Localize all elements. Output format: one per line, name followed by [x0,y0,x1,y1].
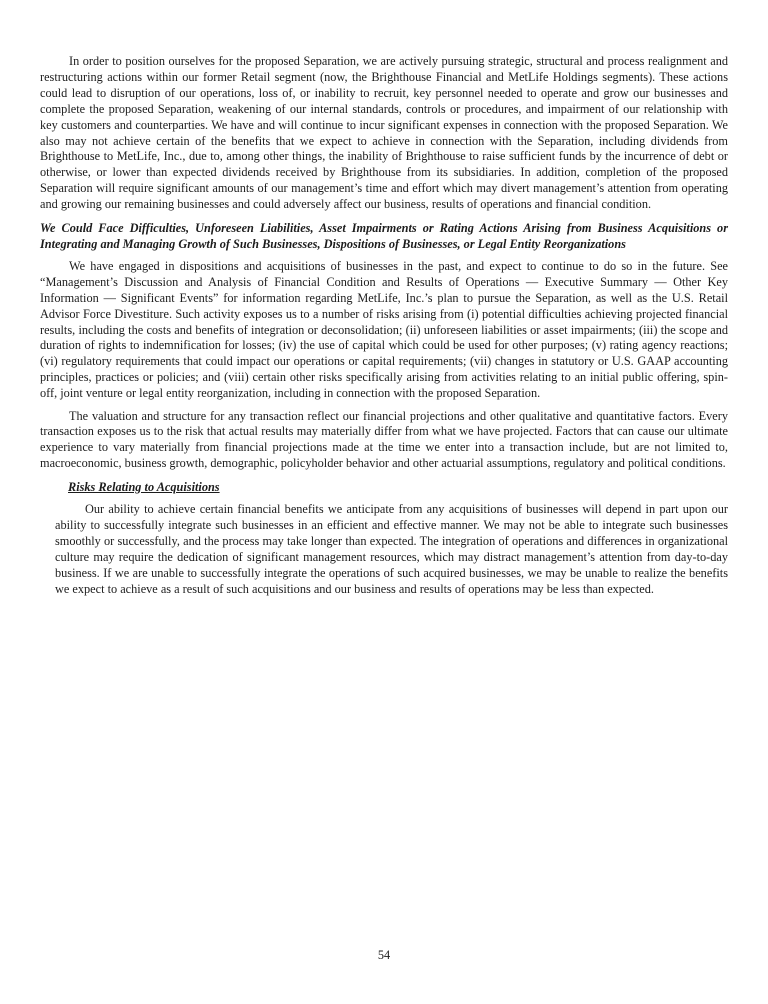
paragraph-integration-risks: Our ability to achieve certain financial benefits we anticipate from any acquisitions of businesses will depend in part upon our ability to successfully integrate such businesses in an efficient and effective manner. We may not be able to integrate such businesses smoothly or successfully, and the process may take longer than expected. The integration of operations and differences in organizational culture may require the dedication of significant management resources, which may distract management’s attention from day-to-day business. If we are unable to successfully integrate the operations of such acquired businesses, we may be unable to realize the benefits we expect to achieve as a result of such acquisitions and our business and results of operations may be less than expected. [55,502,728,596]
page-number: 54 [377,948,391,962]
paragraph-separation-risks: In order to position ourselves for the proposed Separation, we are actively pursuing strategic, structural and process realignment and restructuring actions within our former Retail segment (now, the Brighthouse Financial and MetLife Holdings segments). These actions could lead to disruption of our operations, loss of, or inability to recruit, key personnel needed to operate and grow our businesses and complete the proposed Separation, weakening of our internal standards, controls or procedures, and impairment of our relationship with key customers and counterparties. We have and will continue to incur significant expenses in connection with the proposed Separation. We also may not achieve certain of the benefits that we expect to achieve in connection with the Separation, including dividends from Brighthouse to MetLife, Inc., due to, among other things, the inability of Brighthouse to raise sufficient funds by the incurrence of debt or otherwise, or lower than expected dividends received by Brighthouse from its subsidiaries. In addition, completion of the proposed Separation will require significant amounts of our management’s time and effort which may divert management’s attention from operating and growing our remaining businesses and could adversely affect our business, results of operations and financial condition. [40,54,728,212]
section-heading-business-acquisitions: We Could Face Difficulties, Unforeseen Liabilities, Asset Impairments or Rating Actions Arising from Business Acquisitions or Integrating and Managing Growth of Such Businesses, Dispositions of Businesses, or Legal Entity Reorganizations [40,220,728,251]
paragraph-dispositions-acquisitions: We have engaged in dispositions and acquisitions of businesses in the past, and expect to continue to do so in the future. See “Management’s Discussion and Analysis of Financial Condition and Results of Operations — Executive Summary — Other Key Information — Significant Events” for information regarding MetLife, Inc.’s plan to pursue the Separation, as well as the U.S. Retail Advisor Force Divestiture. Such activity exposes us to a number of risks arising from (i) potential difficulties achieving projected financial results, including the costs and benefits of integration or deconsolidation; (ii) unforeseen liabilities or asset impairments; (iii) the scope and duration of rights to indemnification for losses; (iv) the use of capital which could be used for other purposes; (v) rating agency reactions; (vi) regulatory requirements that could impact our operations or capital requirements; (vii) changes in statutory or U.S. GAAP accounting principles, practices or policies; and (viii) certain other risks specifically arising from activities relating to an initial public offering, spin-off, joint venture or legal entity reorganization, including in connection with the proposed Separation. [40,258,728,401]
paragraph-valuation-structure: The valuation and structure for any transaction reflect our financial projections and other qualitative and quantitative factors. Every transaction exposes us to the risk that actual results may materially differ from what we have projected. Factors that can cause our ultimate experience to vary materially from financial projections made at the time we enter into a transaction include, but are not limited to, macroeconomic, business growth, demographic, policyholder behavior and other actuarial assumptions, regulatory and political conditions. [40,408,728,471]
page-content [40,54,728,604]
sub-heading-risks-relating-to-acquisitions: Risks Relating to Acquisitions [68,479,220,494]
